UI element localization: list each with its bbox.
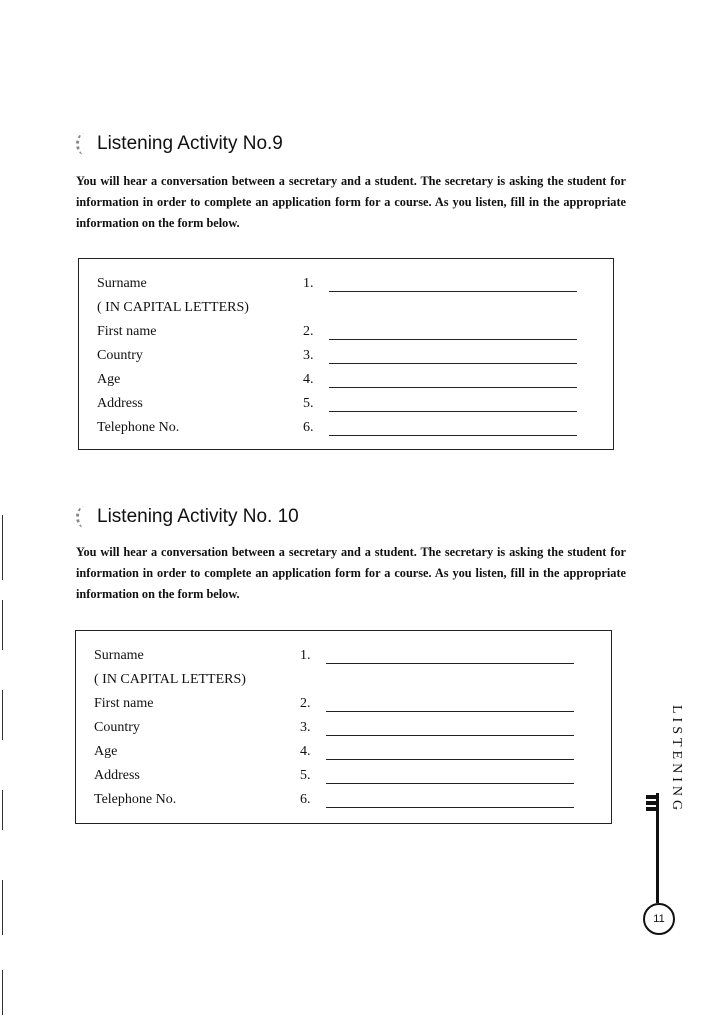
section-label: LISTENING [669, 705, 684, 815]
field-label: Address [94, 768, 140, 783]
field-label: First name [97, 324, 157, 339]
form-row [79, 276, 613, 298]
answer-line[interactable] [326, 759, 574, 760]
form-row [76, 792, 611, 814]
field-label: Telephone No. [94, 792, 177, 807]
form-row [79, 396, 613, 418]
field-label: First name [94, 696, 154, 711]
field-number: 5. [303, 396, 314, 411]
field-number: 2. [303, 324, 314, 339]
title-text: Listening Activity No.9 [97, 133, 283, 154]
scan-edge-mark [2, 515, 3, 580]
answer-line[interactable] [329, 363, 577, 364]
ear-icon [76, 133, 93, 155]
key-icon [656, 793, 659, 903]
answer-line[interactable] [329, 411, 577, 412]
scan-edge-mark [2, 790, 3, 830]
form-row [76, 696, 611, 718]
activity-9-instructions: You will hear a conversation between a secretary and a student. The secretary is asking the student for information in order to complete an application form for a course. As you listen, fill in the appropriate information on the form below. [76, 174, 626, 230]
activity-9-form [78, 258, 614, 450]
scan-edge-mark [2, 880, 3, 935]
field-number: 6. [300, 792, 311, 807]
field-label: Telephone No. [97, 420, 180, 435]
activity-9-title [76, 133, 283, 155]
answer-line[interactable] [326, 783, 574, 784]
form-row [76, 744, 611, 766]
field-label: ( IN CAPITAL LETTERS) [97, 300, 249, 315]
answer-line[interactable] [329, 339, 577, 340]
activity-10-title [76, 506, 299, 528]
field-number: 1. [300, 648, 311, 663]
field-label: Age [97, 372, 121, 387]
answer-line[interactable] [326, 807, 574, 808]
answer-line[interactable] [326, 663, 574, 664]
field-number: 6. [303, 420, 314, 435]
title-text: Listening Activity No. 10 [97, 506, 299, 527]
form-row [79, 420, 613, 442]
field-label: Country [97, 348, 143, 363]
form-row [76, 648, 611, 670]
field-number: 1. [303, 276, 314, 291]
answer-line[interactable] [329, 291, 577, 292]
scan-edge-mark [2, 600, 3, 650]
ear-icon [76, 506, 93, 528]
key-icon-teeth [646, 795, 656, 811]
form-row [76, 768, 611, 790]
form-row [79, 300, 613, 322]
field-number: 2. [300, 696, 311, 711]
field-number: 4. [300, 744, 311, 759]
activity-10-form [75, 630, 612, 824]
activity-10-instructions: You will hear a conversation between a secretary and a student. The secretary is asking the student for information in order to complete an application form for a course. As you listen, fill in the appropriate information on the form below. [76, 545, 626, 601]
field-label: ( IN CAPITAL LETTERS) [94, 672, 246, 687]
answer-line[interactable] [329, 435, 577, 436]
field-label: Surname [94, 648, 144, 663]
field-label: Age [94, 744, 118, 759]
page-number: 11 [643, 903, 675, 935]
answer-line[interactable] [329, 387, 577, 388]
scan-edge-mark [2, 690, 3, 740]
field-label: Address [97, 396, 143, 411]
field-number: 3. [303, 348, 314, 363]
form-row [76, 672, 611, 694]
answer-line[interactable] [326, 711, 574, 712]
form-row [79, 372, 613, 394]
field-number: 4. [303, 372, 314, 387]
scan-edge-mark [2, 970, 3, 1015]
form-row [76, 720, 611, 742]
field-number: 5. [300, 768, 311, 783]
answer-line[interactable] [326, 735, 574, 736]
field-number: 3. [300, 720, 311, 735]
field-label: Surname [97, 276, 147, 291]
form-row [79, 324, 613, 346]
field-label: Country [94, 720, 140, 735]
form-row [79, 348, 613, 370]
